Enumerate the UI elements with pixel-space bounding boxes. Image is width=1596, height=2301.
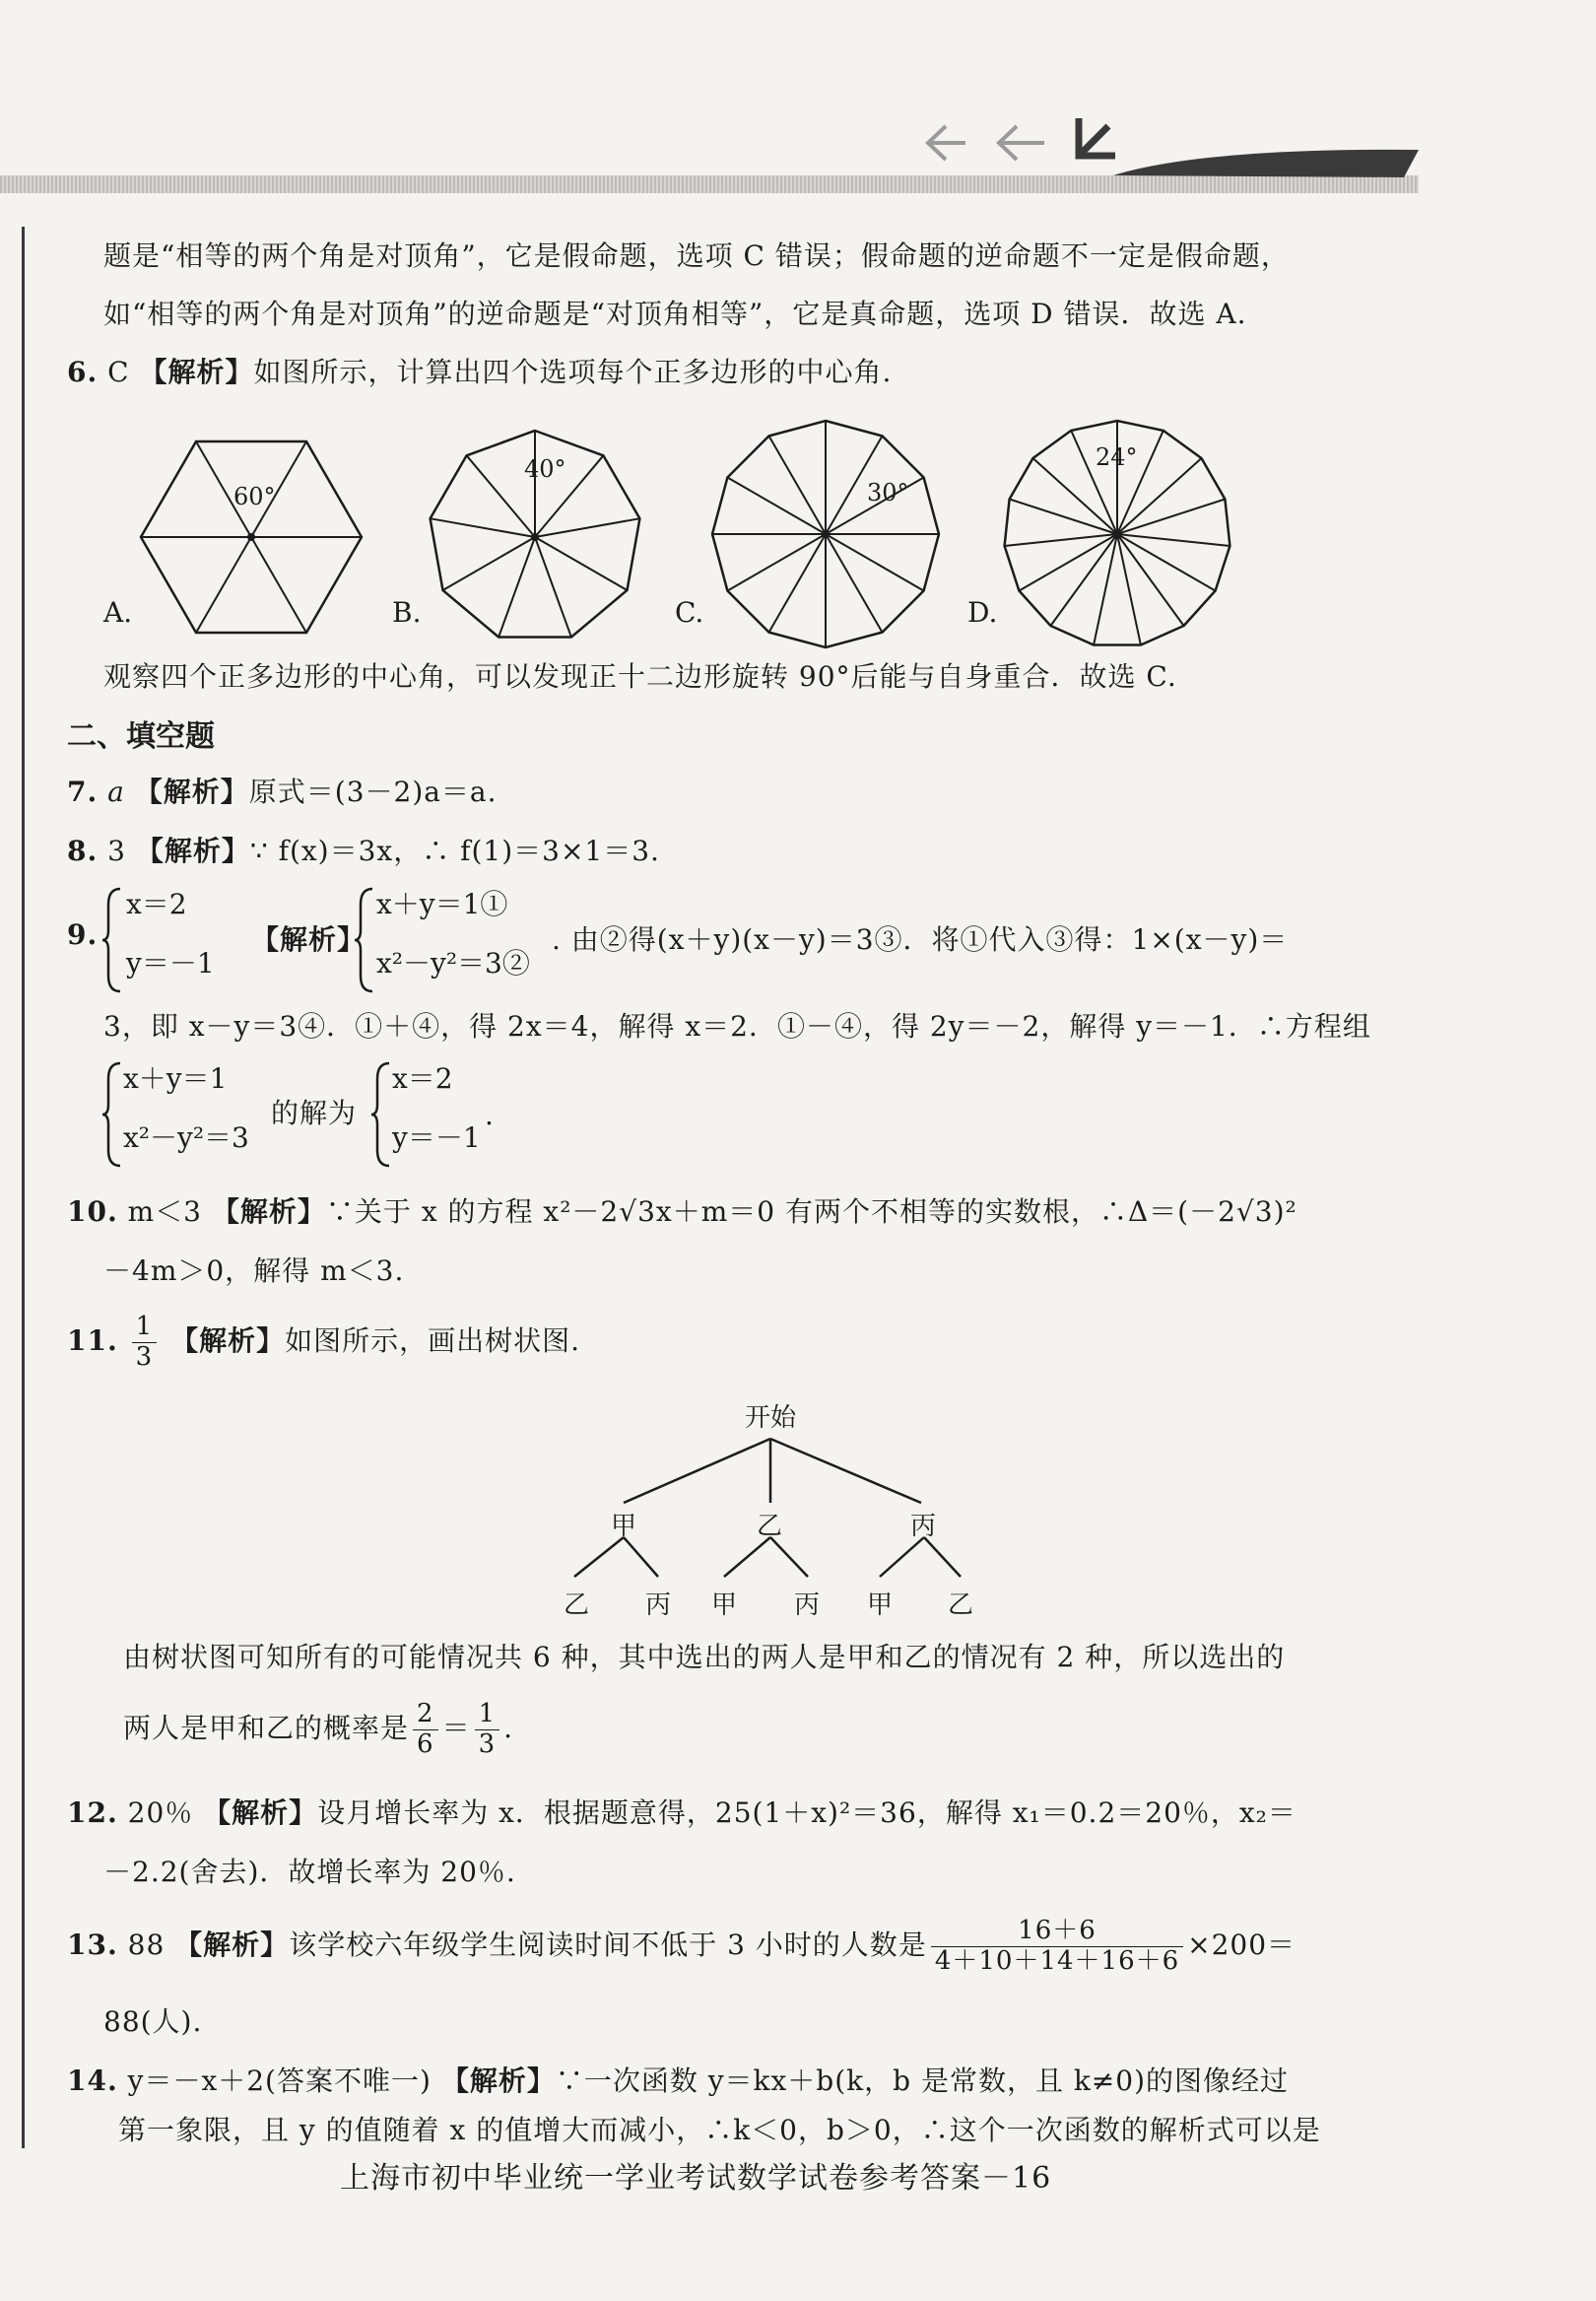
header-swoosh xyxy=(1113,150,1419,177)
q5-line2: 如“相等的两个角是对顶角”的逆命题是“对顶角相等”，它是真命题，选项 D 错误．故选 A. xyxy=(103,298,1247,330)
q9-mid: 的解为 xyxy=(271,1097,358,1129)
q13-line1 xyxy=(67,1917,1296,1977)
q8-line xyxy=(67,830,660,869)
q8-tag: 【解析】 xyxy=(135,835,250,867)
q9-res-y: y＝－1 xyxy=(392,1121,481,1154)
polygon-angle-a: 60° xyxy=(233,483,276,510)
tree-node-l2: 甲 xyxy=(867,1590,894,1620)
q7-text: 原式＝(3－2)a＝a. xyxy=(248,776,498,808)
q9-sys-eq1: x＋y＝1 xyxy=(123,1062,228,1095)
polygon-center xyxy=(1113,530,1121,538)
tree-node-l1: 乙 xyxy=(757,1512,783,1541)
arrow-left-icon xyxy=(999,126,1044,160)
q11-fraction1 xyxy=(413,1700,438,1760)
q5-line1: 题是“相等的两个角是对顶角”，它是假命题，选项 C 错误；假命题的逆命题不一定是假命题， xyxy=(103,239,1290,272)
q9-answer-y: y＝－1 xyxy=(126,947,215,980)
polygon-label-b: B. xyxy=(392,596,422,629)
q9-tag: 【解析】 xyxy=(251,923,366,956)
polygon-spoke xyxy=(535,518,639,537)
q7-number: 7. xyxy=(67,776,99,808)
q14-number: 14. xyxy=(67,2064,118,2097)
polygon-spoke xyxy=(769,436,827,534)
tree-edge xyxy=(724,1537,770,1577)
polygon-label-c: C. xyxy=(675,596,704,629)
polygon-label-a: A. xyxy=(103,596,133,629)
polygon-spoke xyxy=(431,518,535,537)
q9-end: . xyxy=(485,1099,495,1131)
q7-tag: 【解析】 xyxy=(134,776,249,808)
q13-f-den: 4＋10＋14＋16＋6 xyxy=(934,1945,1180,1976)
q13-tag: 【解析】 xyxy=(174,1928,290,1961)
polygon-center xyxy=(822,530,830,538)
q12-text1: 设月增长率为 x．根据题意得，25(1＋x)²＝36，解得 x₁＝0.2＝20％，x₂＝ xyxy=(317,1796,1297,1829)
q8-answer: 3 xyxy=(107,835,126,867)
q11-f1-den: 6 xyxy=(417,1728,434,1759)
tree-root: 开始 xyxy=(745,1403,797,1433)
polygon-spoke xyxy=(826,534,924,591)
q6-line xyxy=(67,351,892,390)
tree-edge xyxy=(924,1537,961,1577)
polygon-spoke xyxy=(535,537,628,590)
polygon-spoke xyxy=(727,478,826,535)
q11-end: . xyxy=(503,1711,514,1744)
q13-tail: ×200＝ xyxy=(1187,1928,1297,1961)
q9-res-brace xyxy=(369,1059,393,1170)
q10-line1 xyxy=(67,1190,1297,1230)
polygon-spoke xyxy=(826,534,883,633)
q11-answer-num: 1 xyxy=(132,1313,158,1343)
tree-edge xyxy=(770,1439,921,1503)
q9-answer-brace xyxy=(100,885,124,995)
q13-number: 13. xyxy=(67,1928,118,1961)
q13-text2: 88(人). xyxy=(103,2005,203,2038)
q14-line1 xyxy=(67,2060,1289,2099)
section-title-fill-blank: 二、填空题 xyxy=(67,719,215,754)
tree-node-l1: 丙 xyxy=(910,1512,937,1541)
q13-answer: 88 xyxy=(127,1928,166,1961)
tree-node-l2: 丙 xyxy=(645,1590,672,1620)
polygon-spoke xyxy=(1010,500,1117,535)
q13-text1: 该学校六年级学生阅读时间不低于 3 小时的人数是 xyxy=(289,1928,927,1961)
polygon-label-d: D. xyxy=(967,596,998,629)
q7-line xyxy=(67,771,498,810)
q9-sys-brace xyxy=(100,1059,124,1170)
polygon-angle-c: 30° xyxy=(867,479,909,507)
q10-text1: ∵关于 x 的方程 x²－2√3x＋m＝0 有两个不相等的实数根，∴Δ＝(－2√3)² xyxy=(325,1195,1297,1228)
polygon-angle-d: 24° xyxy=(1096,443,1138,471)
polygon-angle-b: 40° xyxy=(524,455,566,483)
tree-node-l2: 乙 xyxy=(564,1590,590,1620)
q9-answer-x: x＝2 xyxy=(126,888,187,920)
q11-text2: 由树状图可知所有的可能情况共 6 种，其中选出的两人是甲和乙的情况有 2 种，所以选出的 xyxy=(123,1641,1286,1673)
q11-fraction2 xyxy=(475,1700,500,1760)
q12-number: 12. xyxy=(67,1796,118,1829)
q6-tag: 【解析】 xyxy=(139,356,254,388)
q14-text1: ∵一次函数 y＝kx＋b(k，b 是常数，且 k≠0)的图像经过 xyxy=(555,2064,1290,2097)
polygon-spoke xyxy=(535,537,571,638)
q8-number: 8. xyxy=(67,835,99,867)
q11-answer-fraction xyxy=(132,1313,158,1373)
q11-text3a: 两人是甲和乙的概率是 xyxy=(123,1711,410,1744)
corner-arrow-icon xyxy=(1079,118,1115,156)
q9-sys-eq2: x²－y²＝3 xyxy=(123,1121,249,1154)
q11-f2-num: 1 xyxy=(475,1700,500,1730)
q12-answer: 20％ xyxy=(127,1796,194,1829)
q6-text: 如图所示，计算出四个选项每个正多边形的中心角. xyxy=(253,356,893,388)
tree-edge xyxy=(624,1537,658,1577)
q9-answer-system xyxy=(126,875,215,993)
q14-tag: 【解析】 xyxy=(440,2064,556,2097)
q9-eq1: x＋y＝1① xyxy=(376,888,508,920)
q11-text: 如图所示，画出树状图. xyxy=(285,1323,580,1357)
tree-edge xyxy=(574,1537,624,1577)
tree-node-l2: 乙 xyxy=(948,1590,974,1620)
q10-tag: 【解析】 xyxy=(211,1195,326,1228)
tree-edge xyxy=(624,1439,770,1503)
polygon-spoke xyxy=(1117,500,1225,535)
polygon-spoke xyxy=(251,537,306,633)
q11-tag: 【解析】 xyxy=(170,1323,286,1357)
polygon-spoke xyxy=(769,534,827,633)
q14-answer: y＝－x＋2(答案不唯一) xyxy=(127,2064,432,2097)
q11-f1-num: 2 xyxy=(413,1700,438,1730)
q14-text2: 第一象限，且 y 的值随着 x 的值增大而减小，∴k＜0，b＞0，∴这个一次函数的解析式可以是 xyxy=(118,2114,1321,2146)
q9-text2: 3，即 x－y＝3④．①＋④，得 2x＝4，解得 x＝2．①－④，得 2y＝－2，解得 y＝－1．∴方程组 xyxy=(103,1010,1371,1043)
q6-conclusion: 观察四个正多边形的中心角，可以发现正十二边形旋转 90°后能与自身重合．故选 C. xyxy=(103,660,1177,693)
q13-fraction xyxy=(931,1917,1183,1977)
q9-eq2: x²－y²＝3② xyxy=(376,947,530,980)
polygon-spoke xyxy=(443,537,536,590)
q9-number: 9. xyxy=(67,918,99,951)
tree-node-l1: 甲 xyxy=(611,1512,637,1541)
q6-number: 6. xyxy=(67,356,99,388)
q11-f2-den: 3 xyxy=(478,1728,497,1759)
q10-text2: －4m＞0，解得 m＜3. xyxy=(103,1254,405,1287)
page-footer: 上海市初中毕业统一学业考试数学试卷参考答案－16 xyxy=(340,2161,1052,2196)
tree-edge xyxy=(770,1537,808,1577)
tree-node-l2: 丙 xyxy=(794,1590,821,1620)
q10-number: 10. xyxy=(67,1195,118,1228)
q11-answer-den: 3 xyxy=(135,1341,154,1372)
q12-text2: －2.2(舍去)．故增长率为 20％. xyxy=(103,1856,516,1888)
polygon-center xyxy=(247,533,255,541)
q11-number: 11. xyxy=(67,1323,118,1357)
q8-text: ∵ f(x)＝3x，∴ f(1)＝3×1＝3. xyxy=(249,835,660,867)
q12-tag: 【解析】 xyxy=(203,1796,318,1829)
header-decoration xyxy=(906,99,1419,197)
q11-eq: ＝ xyxy=(441,1711,471,1744)
tree-node-l2: 甲 xyxy=(711,1590,738,1620)
q9-equation-system xyxy=(376,875,530,993)
q13-f-num: 16＋6 xyxy=(931,1917,1183,1947)
q12-line1 xyxy=(67,1792,1297,1831)
arrow-left-icon xyxy=(928,126,965,160)
q9-eq-brace xyxy=(353,885,376,995)
polygon-spoke xyxy=(727,534,826,591)
polygon-spoke xyxy=(499,537,535,638)
q9-system2 xyxy=(123,1049,249,1168)
q9-text1: . 由②得(x＋y)(x－y)＝3③．将①代入③得：1×(x－y)＝ xyxy=(552,923,1289,956)
q9-result xyxy=(392,1049,481,1168)
polygon-spoke xyxy=(196,537,251,633)
polygon-figures xyxy=(0,404,1596,660)
q7-answer: a xyxy=(107,776,125,808)
q10-answer: m＜3 xyxy=(127,1195,202,1228)
q9-res-x: x＝2 xyxy=(392,1062,453,1095)
q11-line xyxy=(67,1313,580,1373)
tree-edge xyxy=(880,1537,924,1577)
q11-text3 xyxy=(123,1700,513,1760)
polygon-center xyxy=(531,533,539,541)
q6-answer: C xyxy=(107,356,130,388)
